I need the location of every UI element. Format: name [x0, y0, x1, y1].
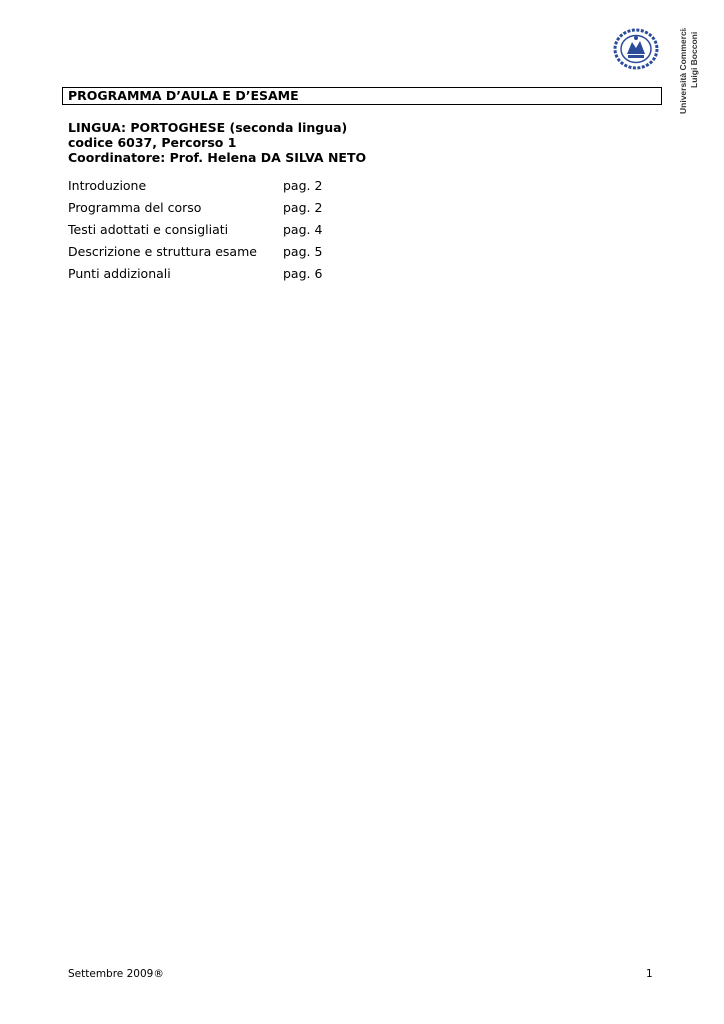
footer-date: Settembre 2009® [68, 968, 164, 980]
toc-item-page: pag. 2 [283, 178, 323, 193]
course-info [68, 120, 366, 165]
toc-item-page: pag. 5 [283, 244, 323, 259]
course-coordinator: Coordinatore: Prof. Helena DA SILVA NETO [68, 150, 367, 165]
toc-item-page: pag. 4 [283, 222, 323, 237]
title-box [62, 87, 662, 105]
university-logotype [676, 28, 702, 114]
toc-item-page: pag. 2 [283, 200, 323, 215]
footer-page-number: 1 [646, 968, 653, 980]
toc-item [68, 200, 368, 222]
logo-name-line2: Luigi Bocconi [689, 31, 699, 88]
toc-item-label: Punti addizionali [68, 266, 171, 281]
toc-item-label: Testi adottati e consigliati [68, 222, 229, 237]
bocconi-seal-icon [612, 28, 660, 70]
toc-item [68, 222, 368, 244]
table-of-contents [68, 178, 368, 288]
toc-item-page: pag. 6 [283, 266, 323, 281]
course-code: codice 6037, Percorso 1 [68, 135, 237, 150]
page-title: PROGRAMMA D’AULA E D’ESAME [68, 88, 299, 103]
toc-item [68, 266, 368, 288]
toc-item-label: Programma del corso [68, 200, 202, 215]
toc-item-label: Descrizione e struttura esame [68, 244, 257, 259]
toc-item [68, 244, 368, 266]
course-language: LINGUA: PORTOGHESE (seconda lingua) [68, 120, 348, 135]
toc-item [68, 178, 368, 200]
logo-name-line1: Università Commerciale [678, 28, 688, 114]
toc-item-label: Introduzione [68, 178, 147, 193]
